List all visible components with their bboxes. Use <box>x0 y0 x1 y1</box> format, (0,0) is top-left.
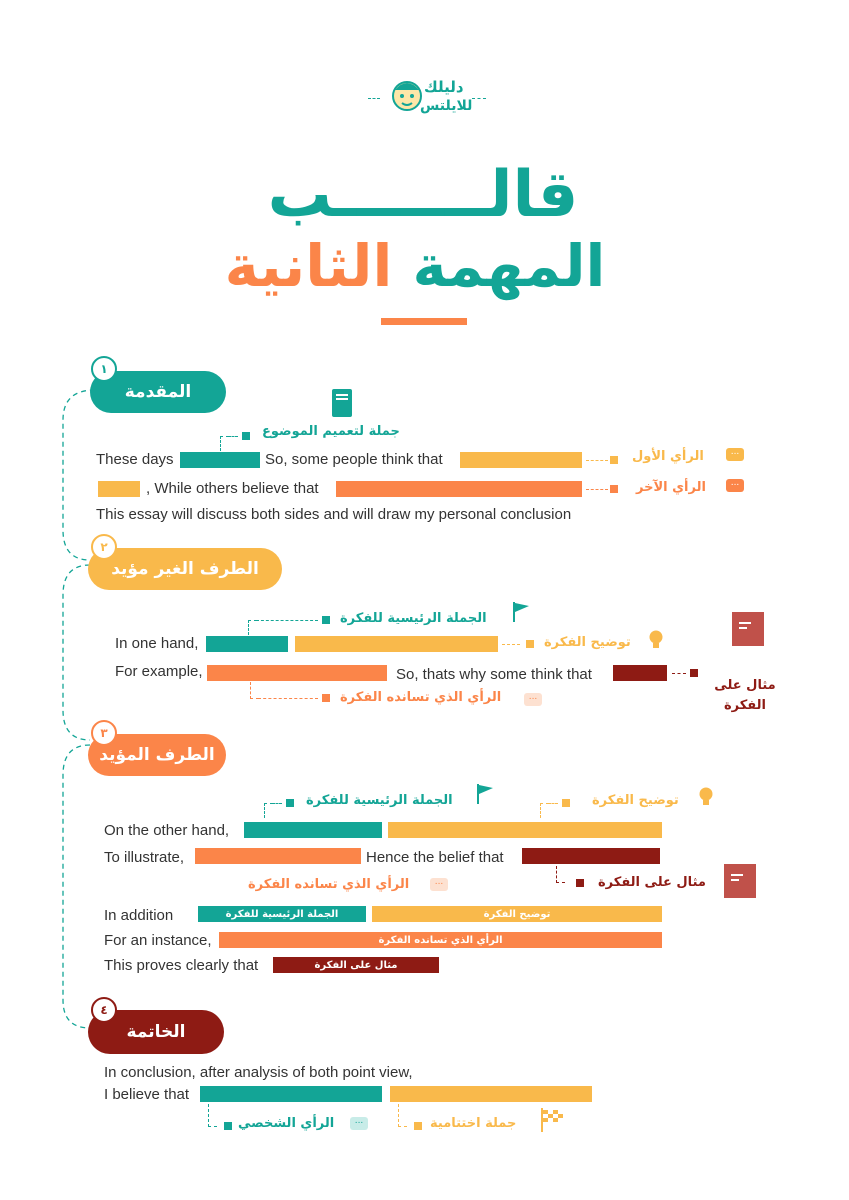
header-dash-right <box>472 98 486 99</box>
for-clarify-connector <box>540 803 549 818</box>
for-supporting-label: الرأي الذي تسانده الفكرة <box>248 877 410 892</box>
for-main-label: الجملة الرئيسية للفكرة <box>306 793 453 808</box>
intro-blank-opinion1-repeat <box>98 481 140 497</box>
for-line5: This proves clearly that <box>104 957 259 974</box>
logo-line2: للايلتس <box>420 98 473 114</box>
for-line2-mid: Hence the belief that <box>366 849 504 866</box>
intro-blank-generalize <box>180 452 260 468</box>
logo-line1: دليلك <box>424 78 464 96</box>
for-main-dash <box>272 803 282 804</box>
conclusion-blank-closing <box>390 1086 592 1102</box>
checkered-flag-icon <box>540 1108 566 1136</box>
against-clarify-label: توضيح الفكرة <box>544 635 631 650</box>
page-title-line1: قالـــــــب <box>267 158 579 232</box>
conclusion-line2: I believe that <box>104 1086 190 1103</box>
intro-line1-start: These days <box>96 451 174 468</box>
against-main-marker <box>322 616 330 624</box>
for-clarify-dash <box>548 803 558 804</box>
for-blank-main <box>244 822 382 838</box>
speech-bubble-icon: ... <box>430 878 448 891</box>
generalize-connector <box>220 436 229 451</box>
title-word-task: المهمة <box>412 232 606 300</box>
intro-blank-opinion2 <box>336 481 582 497</box>
against-line2-start: For example, <box>115 663 203 680</box>
book-icon <box>330 388 354 422</box>
section-intro-pill: المقدمة <box>90 371 226 413</box>
intro-line2: , While others believe that <box>146 480 319 497</box>
against-main-connector <box>248 620 257 635</box>
for-blank-clarify <box>388 822 662 838</box>
against-example-marker <box>690 669 698 677</box>
personal-connector <box>208 1104 217 1127</box>
closing-label: جملة اختتامية <box>430 1116 517 1131</box>
title-underline <box>381 318 467 325</box>
lightbulb-icon <box>698 787 714 811</box>
intro-line1-mid: So, some people think that <box>265 451 443 468</box>
for-bar-clarify: توضيح الفكرة <box>372 906 662 922</box>
section-against-number: ٢ <box>91 534 117 560</box>
section-intro-number: ١ <box>91 356 117 382</box>
for-line4: For an instance, <box>104 932 212 949</box>
generalize-dash <box>228 436 238 437</box>
for-main-marker <box>286 799 294 807</box>
intro-blank-opinion1 <box>460 452 582 468</box>
personal-marker <box>224 1122 232 1130</box>
closing-connector <box>398 1104 407 1127</box>
speech-bubble-icon: ... <box>350 1117 368 1130</box>
personal-label: الرأي الشخصي <box>238 1116 335 1131</box>
opinion1-dash <box>586 460 608 461</box>
header-dash-left <box>368 98 380 99</box>
conclusion-blank-personal <box>200 1086 382 1102</box>
intro-line3: This essay will discuss both sides and will draw my personal conclusion <box>96 506 572 523</box>
against-example-label: مثال على الفكرة <box>714 678 776 713</box>
against-supporting-label: الرأي الذي تسانده الفكرة <box>340 690 502 705</box>
against-line1: In one hand, <box>115 635 199 652</box>
for-blank-supporting <box>195 848 361 864</box>
against-blank-main <box>206 636 288 652</box>
page-title-line2 <box>210 232 620 300</box>
flag-icon <box>512 602 530 626</box>
for-example-label: مثال على الفكرة <box>598 875 706 890</box>
for-example-marker <box>576 879 584 887</box>
section-for-number: ٣ <box>91 720 117 746</box>
for-main-connector <box>264 803 273 818</box>
against-supporting-dash <box>258 698 318 699</box>
speech-bubble-icon: ... <box>726 479 744 492</box>
opinion1-label: الرأي الأول <box>632 449 704 464</box>
against-supporting-marker <box>322 694 330 702</box>
for-bar-supporting: الرأي الذي تسانده الفكرة <box>219 932 662 948</box>
closing-marker <box>414 1122 422 1130</box>
opinion1-marker <box>610 456 618 464</box>
against-blank-example <box>613 665 667 681</box>
for-bar-example: مثال على الفكرة <box>273 957 439 973</box>
for-line3: In addition <box>104 907 174 924</box>
for-line1: On the other hand, <box>104 822 230 839</box>
against-supporting-connector <box>250 682 259 699</box>
speech-bubble-icon: ... <box>524 693 542 706</box>
against-clarify-marker <box>526 640 534 648</box>
for-clarify-label: توضيح الفكرة <box>592 793 679 808</box>
against-main-dash <box>256 620 318 621</box>
generalize-label: جملة لتعميم الموضوع <box>262 424 400 439</box>
for-clarify-marker <box>562 799 570 807</box>
against-line2-mid: So, thats why some think that <box>396 666 592 683</box>
section-conclusion-number: ٤ <box>91 997 117 1023</box>
opinion2-marker <box>610 485 618 493</box>
opinion2-label: الرأي الآخر <box>636 480 706 495</box>
opinion2-dash <box>586 489 608 490</box>
for-blank-example <box>522 848 660 864</box>
against-blank-clarify <box>295 636 498 652</box>
note-card-icon <box>724 864 756 898</box>
for-line2-start: To illustrate, <box>104 849 185 866</box>
for-bar-main: الجملة الرئيسية للفكرة <box>198 906 366 922</box>
note-card-icon <box>732 612 764 646</box>
section-for-pill: الطرف المؤيد <box>88 734 226 776</box>
for-example-connector <box>556 866 565 883</box>
against-blank-supporting <box>207 665 387 681</box>
logo <box>388 74 473 126</box>
against-example-dash <box>672 673 686 674</box>
section-against-pill: الطرف الغير مؤيد <box>88 548 282 590</box>
against-main-label: الجملة الرئيسية للفكرة <box>340 611 487 626</box>
section-conclusion-pill: الخاتمة <box>88 1010 224 1054</box>
title-word-second: الثانية <box>224 232 393 300</box>
lightbulb-icon <box>648 630 664 654</box>
flag-icon <box>476 784 494 808</box>
speech-bubble-icon: ... <box>726 448 744 461</box>
generalize-marker <box>242 432 250 440</box>
against-clarify-dash <box>502 644 520 645</box>
conclusion-line1: In conclusion, after analysis of both point view, <box>104 1064 413 1081</box>
